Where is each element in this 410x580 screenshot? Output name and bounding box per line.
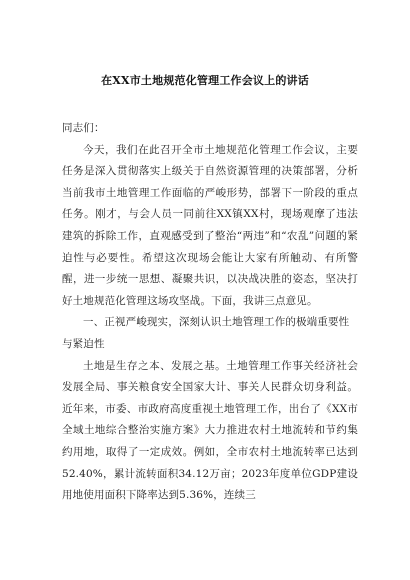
opening-paragraph: 今天，我们在此召开全市土地规范化管理工作会议，主要任务是深入贯彻落实上级关于自然资源管理的决策部署，分析当前我市土地管理工作面临的严峻形势，部署下一阶段的重点任务。刚才，与会人员一同前往XX镇XX村，现场观摩了违法建筑的拆除工作，直观感受到了整治“两违”和“农乱”问题的紧迫性与必要性。希望这次现场会能让大家有所触动、有所警醒，进一步统一思想、凝聚共识，以决战决胜的姿态，坚决打好土地规范化管理这场攻坚战。下面，我讲三点意见。 — [62, 143, 358, 307]
salutation: 同志们： — [62, 122, 105, 134]
section-heading: 一、正视严峻现实，深刻认识土地管理工作的极端重要性与紧迫性 — [62, 316, 350, 350]
section-paragraph: 土地是生存之本、发展之基。土地管理工作事关经济社会发展全局、事关粮食安全国家大计、事关人民群众切身利益。近年来，市委、市政府高度重视土地管理工作，出台了《XX市全域土地综合整治实施方案》大力推进农村土地流转和节约集约用地，取得了一定成效。例如，全市农村土地流转率已达到52.40%，累计流转面积34.12万亩；2023年度单位GDP建设用地使用面积下降率达到5.36%，连续三 — [62, 359, 358, 502]
document-body — [62, 118, 358, 507]
document-title: 在XX市土地规范化管理工作会议上的讲话 — [101, 74, 309, 87]
